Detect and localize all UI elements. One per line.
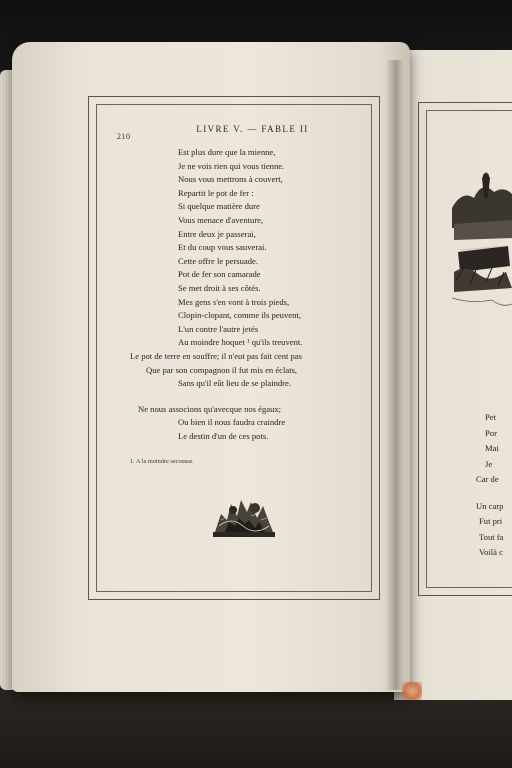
partial-line: Voilà c: [479, 547, 503, 557]
verse-line: Nous vous mettrons à couvert,: [178, 174, 283, 185]
verse-line: Et du coup vous sauverai.: [178, 242, 267, 253]
bookmark-ribbon: [402, 682, 422, 700]
fable-engraving-illustration: [452, 168, 512, 324]
partial-line: Tout fa: [479, 531, 504, 542]
tailpiece-vignette-illustration: [211, 492, 277, 538]
partial-line: Un carp: [476, 500, 504, 511]
footnote: 1. A la moindre secousse.: [130, 458, 195, 465]
partial-line: Je: [485, 458, 493, 469]
verse-line: Entre deux je passerai,: [178, 228, 256, 239]
book-gutter: [386, 60, 404, 690]
partial-line: Fut pri: [479, 516, 503, 526]
verse-line: Repartit le pot de fer :: [178, 187, 254, 198]
right-page-partial-text: [470, 410, 512, 561]
verse-line: Vous menace d'aventure,: [178, 214, 264, 225]
verse-line: Est plus dure que la mienne,: [178, 147, 276, 157]
stanza-gap: [130, 391, 370, 403]
verse-line: Le pot de terre en souffre; il n'eut pas fait cent pas: [130, 350, 303, 361]
verse-line: Que par son compagnon il fut mis en éclats,: [146, 364, 298, 375]
verse-line: Pot de fer son camarade: [178, 269, 261, 280]
stanza-gap: [470, 488, 512, 499]
verse-line: Au moindre hoquet ¹ qu'ils treuvent.: [178, 337, 303, 348]
partial-line: Mai: [485, 443, 499, 453]
verse-line: Cette offre le persuade.: [178, 255, 259, 266]
verse-line: Clopin-clopant, comme ils peuvent,: [178, 310, 301, 321]
verse-line: Ne nous associons qu'avecque nos égaux;: [138, 403, 282, 414]
running-head: LIVRE V. — FABLE II: [196, 124, 309, 134]
verse-line: Se met droit à ses côtés.: [178, 282, 261, 293]
verse-line: Si quelque matière dure: [178, 201, 260, 212]
verse-line: Mes gens s'en vont à trois pieds,: [178, 296, 290, 307]
verse-line: Le destin d'un de ces pots.: [178, 430, 269, 441]
partial-line: Por: [485, 427, 497, 438]
verse-line: Ou bien il nous faudra craindre: [178, 417, 286, 428]
partial-line: Car de: [476, 474, 499, 484]
fable-verse-block: [130, 146, 370, 443]
table-surface: [0, 690, 512, 768]
page-number: 210: [117, 132, 131, 141]
partial-line: Pet: [485, 412, 496, 422]
verse-line: Sans qu'il eût lieu de se plaindre.: [178, 378, 292, 389]
verse-line: L'un contre l'autre jetés: [178, 323, 259, 334]
verse-line: Je ne vois rien qui vous tienne.: [178, 160, 285, 171]
